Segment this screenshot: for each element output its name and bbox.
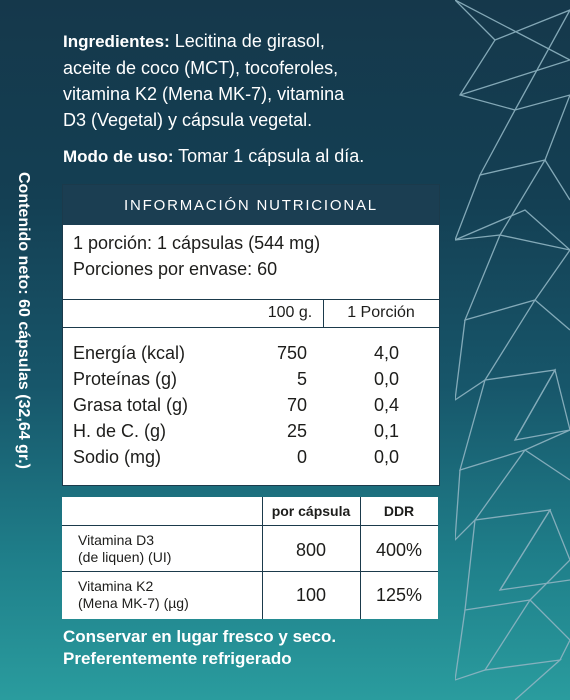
nutrient-name: Proteínas (g) [73,369,178,389]
geometric-line-pattern [455,0,570,700]
nutrition-row [73,447,433,473]
vitamin-unit: (de liquen) (UI) [78,549,172,565]
vitamin-ddr: 125% [375,585,423,605]
column-divider [323,299,324,327]
column-portion-header: 1 Porción [347,304,415,321]
usage-block [63,146,364,167]
net-content-vertical [15,172,46,532]
nutrient-name: Grasa total (g) [73,395,189,415]
ingredients-line-3: vitamina K2 (Mena MK-7), vitamina [63,84,345,104]
vitamin-per-capsule: 800 [295,540,327,560]
nutrient-per-portion: 0,1 [373,421,399,441]
vitamin-per-capsule: 100 [295,585,327,605]
vitamin-name: Vitamina K2 [78,578,154,594]
divider [63,327,439,328]
column-100g-header: 100 g. [267,304,313,321]
column-ddr-header: DDR [383,503,415,519]
nutrient-per-100g: 70 [286,395,307,415]
ingredients-line-1: Lecitina de girasol, [174,31,325,51]
ingredients-block [63,28,428,133]
ingredients-label: Ingredientes: [63,32,170,51]
storage-instructions [63,626,336,670]
divider [63,299,439,300]
vitamin-name: Vitamina D3 [78,532,155,548]
ingredients-line-2: aceite de coco (MCT), tocoferoles, [63,58,339,78]
nutrient-per-portion: 4,0 [373,343,399,363]
nutrient-per-100g: 750 [276,343,307,363]
vitamins-table [62,497,438,619]
divider [62,571,438,572]
nutrient-name: Sodio (mg) [73,447,162,467]
nutrient-per-100g: 5 [296,369,307,389]
usage-label: Modo de uso: [63,147,174,166]
nutrition-row [73,343,433,369]
divider [62,525,438,526]
nutrient-per-portion: 0,0 [373,447,399,467]
nutrition-table [62,184,440,486]
nutrient-per-100g: 25 [286,421,307,441]
usage-text: Tomar 1 cápsula al día. [178,146,365,166]
servings-per-container: Porciones por envase: 60 [73,259,278,279]
nutrition-table-header: INFORMACIÓN NUTRICIONAL [63,185,439,225]
nutrition-row [73,421,433,447]
nutrient-per-portion: 0,0 [373,369,399,389]
nutrition-row [73,369,433,395]
serving-size: 1 porción: 1 cápsulas (544 mg) [73,233,321,253]
nutrition-row [73,395,433,421]
storage-line-2: Preferentemente refrigerado [63,649,292,668]
column-capsule-header: por cápsula [271,503,351,519]
nutrient-name: H. de C. (g) [73,421,167,441]
nutrient-per-portion: 0,4 [373,395,399,415]
vitamin-unit: (Mena MK-7) (µg) [78,595,189,611]
vitamin-ddr: 400% [375,540,423,560]
nutrient-name: Energía (kcal) [73,343,186,363]
ingredients-line-4: D3 (Vegetal) y cápsula vegetal. [63,110,313,130]
net-content-text: Contenido neto: 60 cápsulas (32,64 gr.) [15,172,32,469]
storage-line-1: Conservar en lugar fresco y seco. [63,627,337,646]
nutrient-per-100g: 0 [296,447,307,467]
